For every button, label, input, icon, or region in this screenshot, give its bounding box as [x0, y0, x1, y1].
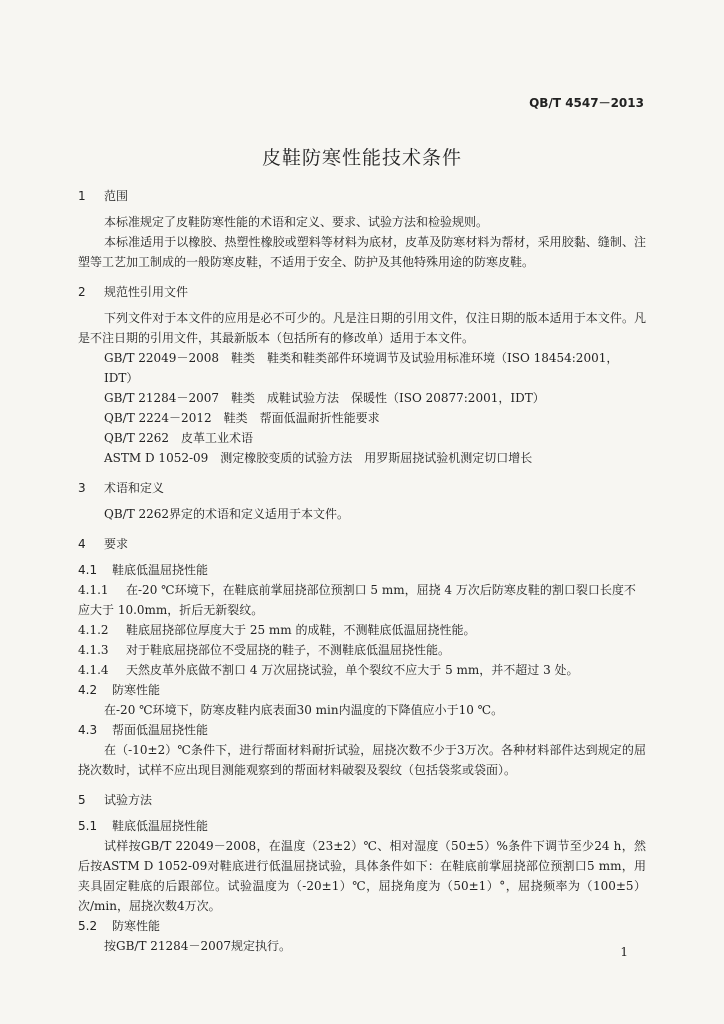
section-number: 1: [78, 189, 86, 203]
subclause: [78, 620, 646, 640]
section-title: 要求: [104, 537, 129, 551]
clause-title: 防寒性能: [112, 683, 161, 697]
section-title: 范围: [104, 189, 129, 203]
subclause-number: 4.1.3: [78, 643, 109, 657]
section-number: 3: [78, 481, 86, 495]
clause-title: 防寒性能: [112, 919, 161, 933]
reference-item: QB/T 2224－2012 鞋类 帮面低温耐折性能要求: [104, 411, 380, 425]
paragraph: 在-20 ℃环境下，防寒皮鞋内底表面30 min内温度的下降值应小于10 ℃。: [104, 703, 504, 717]
section-5-heading: [78, 790, 646, 810]
subclause-text: 天然皮革外底做不割口 4 万次屈挠试验，单个裂纹不应大于 5 mm，并不超过 3 处。: [126, 663, 579, 677]
subclause-text: 鞋底屈挠部位厚度大于 25 mm 的成鞋，不测鞋底低温屈挠性能。: [126, 623, 476, 637]
section-title: 试验方法: [104, 793, 153, 807]
clause-number: 5.2: [78, 919, 98, 933]
section-3-heading: [78, 478, 646, 498]
paragraph: QB/T 2262界定的术语和定义适用于本文件。: [104, 507, 350, 521]
clause-number: 4.2: [78, 683, 98, 697]
clause-title: 鞋底低温屈挠性能: [112, 819, 209, 833]
paragraph: 本标准适用于以橡胶、热塑性橡胶或塑料等材料为底材，皮革及防寒材料为帮材，采用胶黏、缝制、注塑等工艺加工制成的一般防寒皮鞋，不适用于安全、防护及其他特殊用途的防寒皮鞋。: [78, 235, 646, 269]
clause-title: 鞋底低温屈挠性能: [112, 563, 209, 577]
subclause: [78, 640, 646, 660]
document-body: [78, 186, 646, 956]
paragraph: 按GB/T 21284－2007规定执行。: [104, 939, 291, 953]
clause-number: 5.1: [78, 819, 98, 833]
subclause: [78, 580, 646, 620]
section-number: 4: [78, 537, 86, 551]
document-title: 皮鞋防寒性能技术条件: [261, 147, 462, 169]
clause-heading: [78, 816, 646, 836]
paragraph: 下列文件对于本文件的应用是必不可少的。凡是注日期的引用文件，仅注日期的版本适用于本文件。凡是不注日期的引用文件，其最新版本（包括所有的修改单）适用于本文件。: [78, 311, 646, 345]
section-1-heading: [78, 186, 646, 206]
page-number: 1: [620, 945, 628, 959]
subclause-text: 对于鞋底屈挠部位不受屈挠的鞋子，不测鞋底低温屈挠性能。: [126, 643, 451, 657]
section-number: 2: [78, 285, 86, 299]
clause-heading: [78, 560, 646, 580]
paragraph: 试样按GB/T 22049－2008，在温度（23±2）℃、相对湿度（50±5）%条件下调节至少24 h，然后按ASTM D 1052-09对鞋底进行低温屈挠试验，具体条件如下：在鞋底前掌屈挠部位预割口5 mm，用夹具固定鞋底的后跟部位。试验温度为（-20±1）℃，屈挠角度为（50±1）°，屈挠频率为（100±5）次/min，屈挠次数4万次。: [78, 839, 646, 913]
clause-heading: [78, 916, 646, 936]
reference-item: QB/T 2262 皮革工业术语: [104, 431, 254, 445]
clause-title: 帮面低温屈挠性能: [112, 723, 209, 737]
section-title: 规范性引用文件: [104, 285, 189, 299]
subclause-number: 4.1.1: [78, 583, 109, 597]
subclause-number: 4.1.2: [78, 623, 109, 637]
section-4-heading: [78, 534, 646, 554]
section-number: 5: [78, 793, 86, 807]
subclause-number: 4.1.4: [78, 663, 109, 677]
subclause-text: 在-20 ℃环境下，在鞋底前掌屈挠部位预割口 5 mm，屈挠 4 万次后防寒皮鞋的割口裂口长度不应大于 10.0mm，折后无新裂纹。: [78, 583, 636, 617]
clause-heading: [78, 720, 646, 740]
standard-number: QB/T 4547－2013: [529, 96, 644, 110]
reference-item: GB/T 22049－2008 鞋类 鞋类和鞋类部件环境调节及试验用标准环境（ISO 18454:2001，IDT）: [104, 351, 619, 385]
subclause: [78, 660, 646, 680]
clause-number: 4.1: [78, 563, 98, 577]
reference-item: GB/T 21284－2007 鞋类 成鞋试验方法 保暖性（ISO 20877:2001，IDT）: [104, 391, 545, 405]
clause-number: 4.3: [78, 723, 98, 737]
clause-heading: [78, 680, 646, 700]
paragraph: 在（-10±2）℃条件下，进行帮面材料耐折试验，屈挠次数不少于3万次。各种材料部件达到规定的屈挠次数时，试样不应出现目测能观察到的帮面材料破裂及裂纹（包括袋浆或袋面）。: [78, 743, 646, 777]
section-2-heading: [78, 282, 646, 302]
paragraph: 本标准规定了皮鞋防寒性能的术语和定义、要求、试验方法和检验规则。: [104, 215, 489, 229]
reference-item: ASTM D 1052-09 测定橡胶变质的试验方法 用罗斯屈挠试验机测定切口增长: [104, 451, 533, 465]
section-title: 术语和定义: [104, 481, 165, 495]
